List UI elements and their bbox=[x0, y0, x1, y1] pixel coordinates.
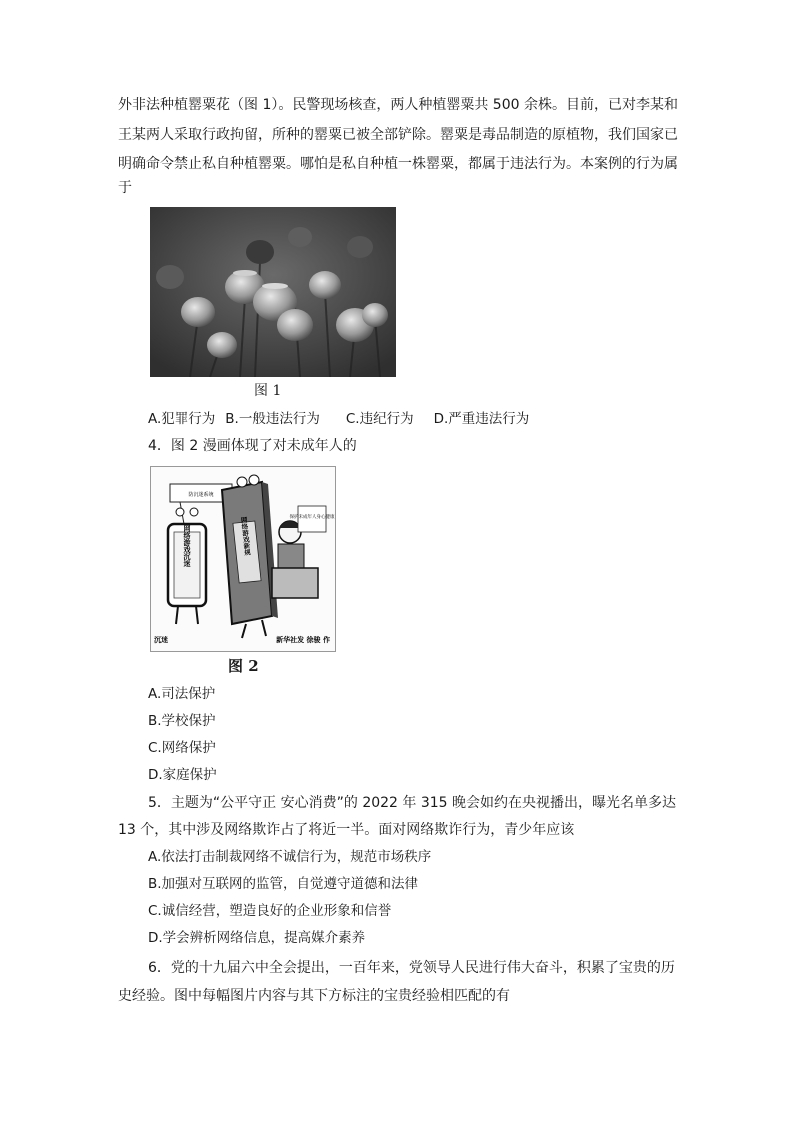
cartoon-footer-left: 沉迷 bbox=[154, 636, 168, 644]
q3-stem-line-4: 于 bbox=[118, 180, 132, 196]
q5-stem-line-2: 13 个，其中涉及网络欺诈占了将近一半。面对网络欺诈行为，青少年应该 bbox=[118, 822, 575, 838]
q3-stem-line-3: 明确命令禁止私自种植罂粟。哪怕是私自种植一株罂粟，都属于违法行为。本案例的行为属 bbox=[118, 156, 678, 172]
cartoon-phone-text: 网络游戏沉迷 bbox=[183, 525, 191, 567]
cartoon-image bbox=[150, 466, 336, 652]
figure-2-caption: 图 2 bbox=[228, 657, 259, 675]
figure-2-cartoon bbox=[150, 466, 336, 652]
q3-option-c[interactable]: C.违纪行为 bbox=[345, 411, 414, 427]
q4-option-c[interactable]: C.网络保护 bbox=[148, 740, 216, 756]
q6-stem-line-1: 6．党的十九届六中全会提出，一百年来，党领导人民进行伟大奋斗，积累了宝贵的历 bbox=[148, 960, 675, 976]
q3-stem-line-2: 王某两人采取行政拘留，所种的罂粟已被全部铲除。罂粟是毒品制造的原植物，我们国家已 bbox=[118, 127, 678, 143]
q4-stem: 4．图 2 漫画体现了对未成年人的 bbox=[148, 438, 357, 454]
figure-1-poppy-photo bbox=[150, 207, 396, 377]
q3-option-a[interactable]: A.犯罪行为 bbox=[148, 411, 216, 427]
q4-option-d[interactable]: D.家庭保护 bbox=[148, 767, 217, 783]
poppy-photo-image bbox=[150, 207, 396, 377]
q3-option-d[interactable]: D.严重违法行为 bbox=[433, 411, 530, 427]
q5-stem-line-1: 5．主题为“公平守正 安心消费”的 2022 年 315 晚会如约在央视播出，曝光名单多达 bbox=[148, 795, 677, 811]
q3-option-b[interactable]: B.一般违法行为 bbox=[225, 411, 320, 427]
q5-option-b[interactable]: B.加强对互联网的监管，自觉遵守道德和法律 bbox=[148, 876, 419, 892]
figure-1-caption: 图 1 bbox=[254, 383, 282, 399]
q3-stem-line-1: 外非法种植罂粟花（图 1）。民警现场核查，两人种植罂粟共 500 余株。目前，已对李某和 bbox=[118, 97, 678, 113]
cartoon-bubble-text: 保护未成年人身心健康 bbox=[289, 515, 335, 520]
cartoon-banner-text: 防沉迷系统 bbox=[188, 492, 214, 498]
q4-option-a[interactable]: A.司法保护 bbox=[148, 686, 216, 702]
q6-stem-line-2: 史经验。图中每幅图片内容与其下方标注的宝贵经验相匹配的有 bbox=[118, 988, 510, 1004]
q5-option-a[interactable]: A.依法打击制裁网络不诚信行为，规范市场秩序 bbox=[148, 849, 432, 865]
q4-option-b[interactable]: B.学校保护 bbox=[148, 713, 216, 729]
cartoon-footer-right: 新华社发 徐骏 作 bbox=[276, 636, 330, 644]
q5-option-c[interactable]: C.诚信经营，塑造良好的企业形象和信誉 bbox=[148, 903, 392, 919]
q5-option-d[interactable]: D.学会辨析网络信息，提高媒介素养 bbox=[148, 930, 366, 946]
q3-options-row bbox=[148, 407, 529, 427]
cartoon-book-text: 网络游戏新规 bbox=[239, 516, 252, 556]
